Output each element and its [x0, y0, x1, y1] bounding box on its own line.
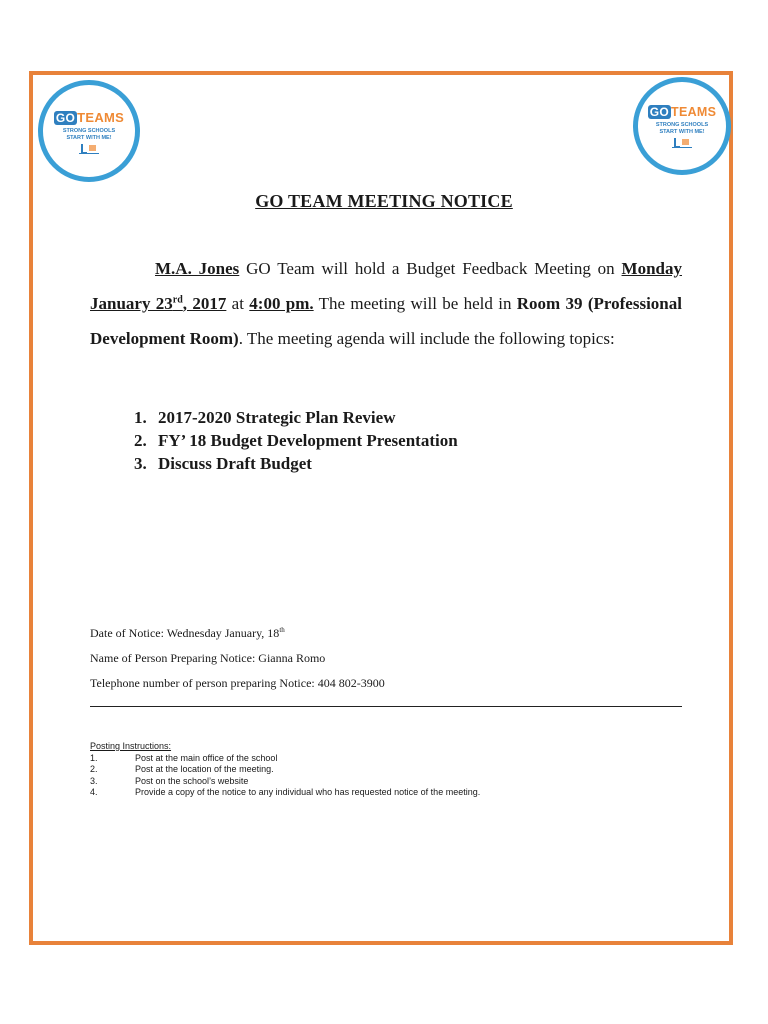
preparer-name: Name of Person Preparing Notice: Gianna Romo [90, 651, 326, 665]
posting-item: 3. Post on the school’s website [90, 775, 249, 786]
date-of-notice: Date of Notice: Wednesday January, 18th [90, 626, 285, 640]
divider [90, 706, 682, 707]
logo-tagline: STRONG SCHOOLS START WITH ME! [62, 128, 116, 141]
preparer-phone: Telephone number of person preparing Notice: 404 802-3900 [90, 676, 385, 690]
notice-text-3: The meeting will be held in [313, 294, 517, 313]
agenda-item: 2. FY’ 18 Budget Development Presentation [134, 431, 458, 450]
agenda-item: 3. Discuss Draft Budget [134, 454, 312, 473]
page-title: GO TEAM MEETING NOTICE [255, 191, 513, 211]
la-mark-icon [79, 144, 99, 154]
la-mark-icon [672, 138, 692, 148]
notice-paragraph [90, 251, 682, 356]
logo-teams: TEAMS [77, 110, 125, 125]
meeting-room: Room 39 (Professional Development Room) [90, 294, 682, 348]
agenda-item: 1. 2017-2020 Strategic Plan Review [134, 408, 396, 427]
agenda-list [134, 406, 458, 475]
posting-item: 1. Post at the main office of the school [90, 752, 278, 763]
go-teams-logo [38, 80, 140, 182]
meeting-time: 4:00 pm. [249, 294, 314, 313]
notice-text-2: at [226, 294, 250, 313]
posting-instructions [90, 741, 480, 799]
meeting-date: Monday January 23rd, 2017 [90, 259, 682, 313]
posting-item: 4. Provide a copy of the notice to any individual who has requested notice of the meeting. [90, 787, 481, 797]
school-name: M.A. Jones [155, 259, 240, 278]
notice-text-1: GO Team will hold a Budget Feedback Meeting on [239, 259, 622, 278]
logo-tagline: STRONG SCHOOLS START WITH ME! [655, 122, 709, 135]
logo-go: GO [649, 105, 670, 119]
go-teams-logo [633, 77, 731, 175]
logo-go: GO [55, 111, 76, 125]
posting-item: 2. Post at the location of the meeting. [90, 764, 274, 774]
notice-text-4: . The meeting agenda will include the following topics: [238, 329, 615, 348]
notice-details [90, 621, 385, 696]
logo-teams: TEAMS [671, 105, 717, 119]
posting-heading: Posting Instructions: [90, 741, 172, 751]
